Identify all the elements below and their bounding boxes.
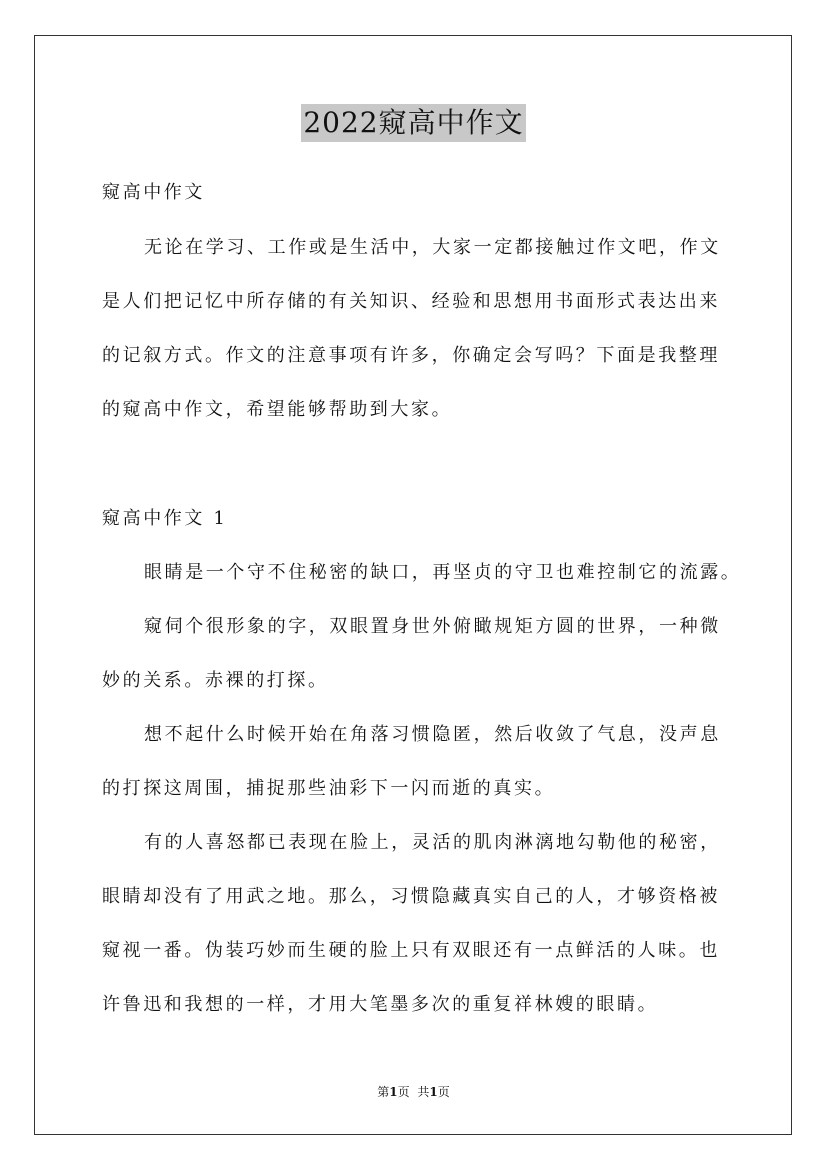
intro-line-1: 无论在学习、工作或是生活中，大家一定都接触过作文吧，作文 bbox=[144, 237, 721, 258]
footer-total-suffix: 页 bbox=[437, 1085, 450, 1099]
intro-line-2: 是人们把记忆中所存储的有关知识、经验和思想用书面形式表达出来 bbox=[102, 291, 720, 312]
footer-page-prefix: 第 bbox=[377, 1085, 390, 1099]
footer-total-number: 1 bbox=[429, 1085, 438, 1099]
section-heading: 窥高中作文 1 bbox=[102, 508, 228, 529]
title-wrap bbox=[0, 104, 827, 142]
footer-page-suffix: 页 bbox=[397, 1085, 410, 1099]
body-line-9: 许鲁迅和我想的一样，才用大笔墨多次的重复祥林嫂的眼睛。 bbox=[102, 994, 659, 1015]
subheading: 窥高中作文 bbox=[102, 182, 205, 203]
body-line-7: 眼睛却没有了用武之地。那么，习惯隐藏真实自己的人，才够资格被 bbox=[102, 886, 720, 907]
body-line-3: 妙的关系。赤裸的打探。 bbox=[102, 670, 329, 691]
intro-line-4: 的窥高中作文，希望能够帮助到大家。 bbox=[102, 399, 453, 420]
body-line-1: 眼睛是一个守不住秘密的缺口，再坚贞的守卫也难控制它的流露。 bbox=[144, 562, 742, 583]
footer-page-number: 1 bbox=[389, 1085, 398, 1099]
page-footer bbox=[0, 1083, 827, 1101]
document-title: 2022窥高中作文 bbox=[301, 104, 525, 142]
intro-line-3: 的记叙方式。作文的注意事项有许多，你确定会写吗？下面是我整理 bbox=[102, 345, 720, 366]
body-line-4: 想不起什么时候开始在角落习惯隐匿，然后收敛了气息，没声息 bbox=[144, 724, 721, 745]
body-line-6: 有的人喜怒都已表现在脸上，灵活的肌肉淋漓地勾勒他的秘密， bbox=[144, 832, 721, 853]
footer-total-prefix: 共 bbox=[417, 1085, 430, 1099]
body-line-8: 窥视一番。伪装巧妙而生硬的脸上只有双眼还有一点鲜活的人味。也 bbox=[102, 940, 720, 961]
body-line-5: 的打探这周围，捕捉那些油彩下一闪而逝的真实。 bbox=[102, 778, 556, 799]
body-line-2: 窥伺个很形象的字，双眼置身世外俯瞰规矩方圆的世界，一种微 bbox=[144, 616, 721, 637]
